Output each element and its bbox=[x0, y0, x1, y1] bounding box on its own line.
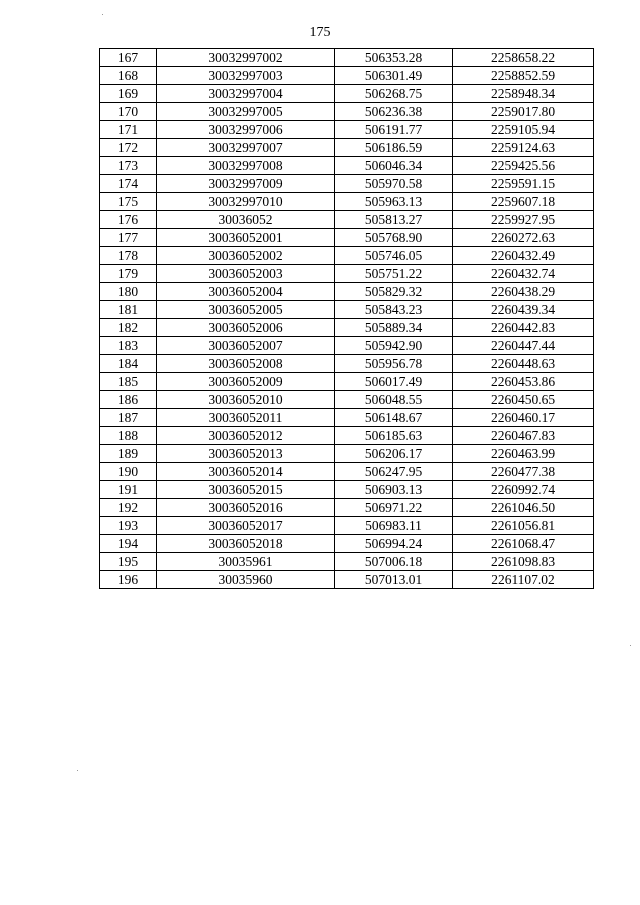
point-code: 30032997002 bbox=[157, 49, 335, 67]
table-row bbox=[100, 85, 594, 103]
coord-y: 2260272.63 bbox=[453, 229, 594, 247]
row-index: 167 bbox=[100, 49, 157, 67]
coord-x: 505970.58 bbox=[335, 175, 453, 193]
table-row bbox=[100, 499, 594, 517]
point-code: 30032997003 bbox=[157, 67, 335, 85]
coord-y: 2259927.95 bbox=[453, 211, 594, 229]
coord-y: 2260453.86 bbox=[453, 373, 594, 391]
coord-x: 505813.27 bbox=[335, 211, 453, 229]
coord-y: 2260992.74 bbox=[453, 481, 594, 499]
row-index: 184 bbox=[100, 355, 157, 373]
coord-x: 506191.77 bbox=[335, 121, 453, 139]
coord-y: 2259105.94 bbox=[453, 121, 594, 139]
point-code: 30036052010 bbox=[157, 391, 335, 409]
coord-y: 2260432.49 bbox=[453, 247, 594, 265]
coord-y: 2259017.80 bbox=[453, 103, 594, 121]
row-index: 169 bbox=[100, 85, 157, 103]
row-index: 171 bbox=[100, 121, 157, 139]
row-index: 195 bbox=[100, 553, 157, 571]
coord-x: 507006.18 bbox=[335, 553, 453, 571]
row-index: 172 bbox=[100, 139, 157, 157]
coord-y: 2260450.65 bbox=[453, 391, 594, 409]
coord-x: 506268.75 bbox=[335, 85, 453, 103]
point-code: 30032997004 bbox=[157, 85, 335, 103]
coord-y: 2260438.29 bbox=[453, 283, 594, 301]
point-code: 30036052016 bbox=[157, 499, 335, 517]
row-index: 181 bbox=[100, 301, 157, 319]
coord-x: 505751.22 bbox=[335, 265, 453, 283]
coord-y: 2259124.63 bbox=[453, 139, 594, 157]
table-row bbox=[100, 283, 594, 301]
table-row bbox=[100, 391, 594, 409]
point-code: 30036052002 bbox=[157, 247, 335, 265]
row-index: 193 bbox=[100, 517, 157, 535]
table-row bbox=[100, 481, 594, 499]
coord-x: 506148.67 bbox=[335, 409, 453, 427]
point-code: 30036052014 bbox=[157, 463, 335, 481]
coord-y: 2259607.18 bbox=[453, 193, 594, 211]
point-code: 30032997010 bbox=[157, 193, 335, 211]
coord-y: 2260467.83 bbox=[453, 427, 594, 445]
point-code: 30036052009 bbox=[157, 373, 335, 391]
coord-x: 505956.78 bbox=[335, 355, 453, 373]
table-row bbox=[100, 463, 594, 481]
table-row bbox=[100, 175, 594, 193]
coord-x: 506994.24 bbox=[335, 535, 453, 553]
coord-x: 506971.22 bbox=[335, 499, 453, 517]
point-code: 30036052004 bbox=[157, 283, 335, 301]
row-index: 187 bbox=[100, 409, 157, 427]
table-row bbox=[100, 409, 594, 427]
table-row bbox=[100, 427, 594, 445]
coord-x: 506983.11 bbox=[335, 517, 453, 535]
point-code: 30032997008 bbox=[157, 157, 335, 175]
table-row bbox=[100, 139, 594, 157]
row-index: 183 bbox=[100, 337, 157, 355]
point-code: 30032997006 bbox=[157, 121, 335, 139]
scan-speck bbox=[77, 770, 78, 771]
row-index: 168 bbox=[100, 67, 157, 85]
coord-x: 505942.90 bbox=[335, 337, 453, 355]
row-index: 185 bbox=[100, 373, 157, 391]
table-row bbox=[100, 265, 594, 283]
table-row bbox=[100, 535, 594, 553]
point-code: 30036052017 bbox=[157, 517, 335, 535]
point-code: 30035961 bbox=[157, 553, 335, 571]
point-code: 30036052001 bbox=[157, 229, 335, 247]
coord-x: 505843.23 bbox=[335, 301, 453, 319]
row-index: 188 bbox=[100, 427, 157, 445]
table-row bbox=[100, 337, 594, 355]
coord-x: 506903.13 bbox=[335, 481, 453, 499]
coord-x: 506046.34 bbox=[335, 157, 453, 175]
coord-y: 2259425.56 bbox=[453, 157, 594, 175]
coord-x: 507013.01 bbox=[335, 571, 453, 589]
coord-x: 506048.55 bbox=[335, 391, 453, 409]
scan-speck bbox=[630, 645, 631, 646]
point-code: 30036052003 bbox=[157, 265, 335, 283]
point-code: 30036052008 bbox=[157, 355, 335, 373]
point-code: 30032997009 bbox=[157, 175, 335, 193]
row-index: 174 bbox=[100, 175, 157, 193]
table-row bbox=[100, 319, 594, 337]
coordinates-table-body bbox=[100, 49, 594, 589]
coord-y: 2261098.83 bbox=[453, 553, 594, 571]
page-number: 175 bbox=[309, 25, 331, 40]
table-row bbox=[100, 121, 594, 139]
coord-y: 2261046.50 bbox=[453, 499, 594, 517]
point-code: 30036052015 bbox=[157, 481, 335, 499]
point-code: 30036052011 bbox=[157, 409, 335, 427]
coord-x: 506236.38 bbox=[335, 103, 453, 121]
coord-x: 506017.49 bbox=[335, 373, 453, 391]
coord-x: 506353.28 bbox=[335, 49, 453, 67]
coord-x: 505889.34 bbox=[335, 319, 453, 337]
coord-x: 506247.95 bbox=[335, 463, 453, 481]
table-row bbox=[100, 67, 594, 85]
coord-y: 2259591.15 bbox=[453, 175, 594, 193]
coord-y: 2261107.02 bbox=[453, 571, 594, 589]
row-index: 177 bbox=[100, 229, 157, 247]
table-row bbox=[100, 49, 594, 67]
point-code: 30036052005 bbox=[157, 301, 335, 319]
table-row bbox=[100, 445, 594, 463]
row-index: 179 bbox=[100, 265, 157, 283]
row-index: 175 bbox=[100, 193, 157, 211]
coord-y: 2260442.83 bbox=[453, 319, 594, 337]
coord-y: 2261068.47 bbox=[453, 535, 594, 553]
point-code: 30036052006 bbox=[157, 319, 335, 337]
table-row bbox=[100, 247, 594, 265]
point-code: 30032997007 bbox=[157, 139, 335, 157]
table-row bbox=[100, 301, 594, 319]
coord-y: 2258658.22 bbox=[453, 49, 594, 67]
table-row bbox=[100, 571, 594, 589]
coord-y: 2260447.44 bbox=[453, 337, 594, 355]
table-row bbox=[100, 373, 594, 391]
table-row bbox=[100, 229, 594, 247]
point-code: 30036052 bbox=[157, 211, 335, 229]
point-code: 30035960 bbox=[157, 571, 335, 589]
coord-x: 505829.32 bbox=[335, 283, 453, 301]
row-index: 176 bbox=[100, 211, 157, 229]
coord-y: 2260439.34 bbox=[453, 301, 594, 319]
table-row bbox=[100, 517, 594, 535]
coord-x: 506206.17 bbox=[335, 445, 453, 463]
row-index: 194 bbox=[100, 535, 157, 553]
coord-x: 506185.63 bbox=[335, 427, 453, 445]
coord-y: 2261056.81 bbox=[453, 517, 594, 535]
table-row bbox=[100, 193, 594, 211]
table-row bbox=[100, 211, 594, 229]
point-code: 30036052007 bbox=[157, 337, 335, 355]
table-row bbox=[100, 103, 594, 121]
row-index: 191 bbox=[100, 481, 157, 499]
coord-x: 505746.05 bbox=[335, 247, 453, 265]
coord-y: 2258948.34 bbox=[453, 85, 594, 103]
coordinates-table bbox=[99, 48, 594, 589]
row-index: 173 bbox=[100, 157, 157, 175]
row-index: 180 bbox=[100, 283, 157, 301]
coord-y: 2260463.99 bbox=[453, 445, 594, 463]
table-row bbox=[100, 355, 594, 373]
coord-y: 2260448.63 bbox=[453, 355, 594, 373]
row-index: 186 bbox=[100, 391, 157, 409]
coord-x: 505768.90 bbox=[335, 229, 453, 247]
row-index: 170 bbox=[100, 103, 157, 121]
row-index: 178 bbox=[100, 247, 157, 265]
point-code: 30036052018 bbox=[157, 535, 335, 553]
coord-x: 506301.49 bbox=[335, 67, 453, 85]
row-index: 189 bbox=[100, 445, 157, 463]
coord-y: 2260460.17 bbox=[453, 409, 594, 427]
coord-y: 2260477.38 bbox=[453, 463, 594, 481]
table-row bbox=[100, 157, 594, 175]
point-code: 30036052012 bbox=[157, 427, 335, 445]
row-index: 182 bbox=[100, 319, 157, 337]
row-index: 190 bbox=[100, 463, 157, 481]
coord-x: 506186.59 bbox=[335, 139, 453, 157]
point-code: 30032997005 bbox=[157, 103, 335, 121]
table-row bbox=[100, 553, 594, 571]
point-code: 30036052013 bbox=[157, 445, 335, 463]
coord-y: 2258852.59 bbox=[453, 67, 594, 85]
coord-y: 2260432.74 bbox=[453, 265, 594, 283]
coord-x: 505963.13 bbox=[335, 193, 453, 211]
row-index: 196 bbox=[100, 571, 157, 589]
scan-speck bbox=[102, 14, 103, 15]
row-index: 192 bbox=[100, 499, 157, 517]
